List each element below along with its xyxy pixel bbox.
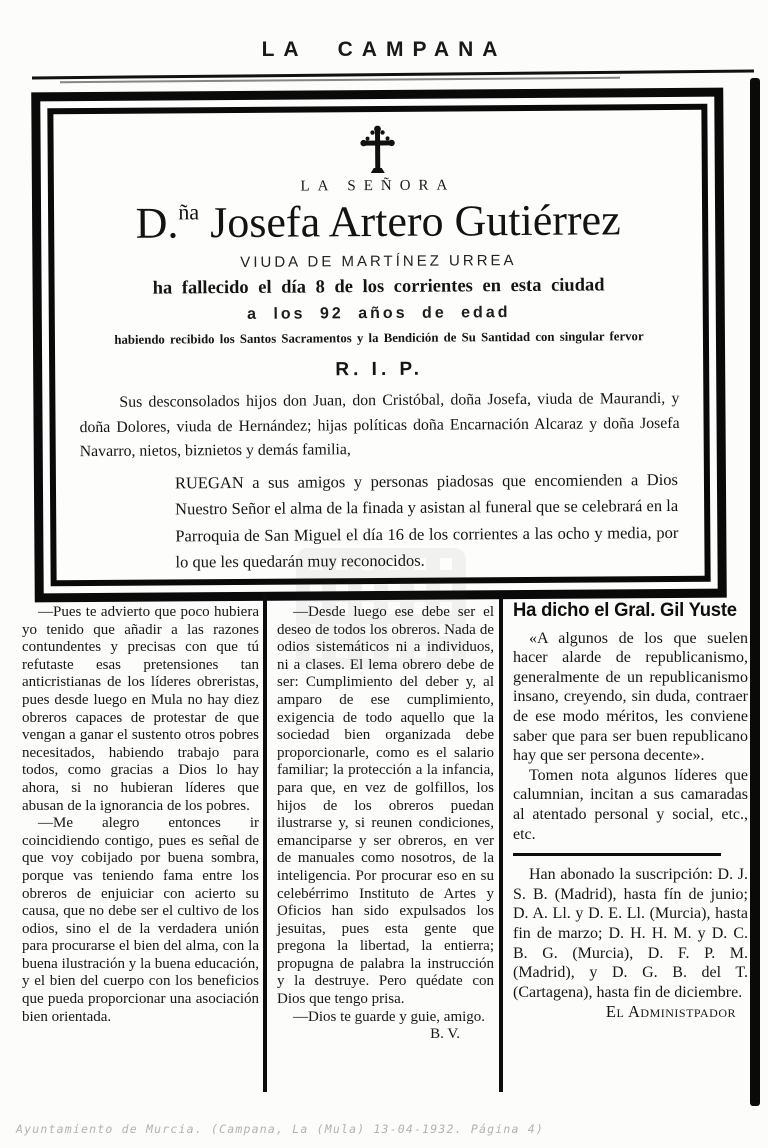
name-prefix: D. [135,198,179,248]
death-announcement: ha fallecido el día 8 de los corrientes en esta ciudad [152,275,605,299]
article-paragraph: —Desde luego ese debe ser el deseo de todos los obreros. Nada de odios sistemáticos ni a individuos, ni a clases. El lema obrero debe de ser: Cumplimiento del deber y, al amparo de ese cumplimiento, exigencia de todo aquello que la sociedad bien organizada debe proporcionarle, como es el salario familiar; la protección a la infancia, para que, en vez de golfillos, los hijos de los obreros puedan ilustrarse y, si reunen condiciones, emanciparse y ser obreros, en ver de manuales como nosotros, de la inteligencia. Por procurar eso en su celebérrimo Instituto de Artes y Oficios han sido expulsados los jesuitas, pues esta gente que pregona la libertad, la entierra; propugna de palabra la instrucción y la destruye. Pero quédate con Dios que tengo prisa. [277,604,494,1008]
obituary-box [31,88,727,603]
quote-paragraph: «A algunos de los que suelen hacer alarde de republicanismo, generalmente de un republicanismo insano, creyendo, sin duda, contraer de ese modo méritos, les conviene saber que para ser buen republicano hay que ser persona decente». [513,629,748,765]
column-divider [499,594,503,1092]
section-divider-rule [513,853,721,856]
column-divider [263,594,267,1092]
article-paragraph: —Pues te advierto que poco hubiera yo tenido que añadir a las razones contundentes y precisas con que tú refutaste esas pretensiones tan anticristianas de los líderes obreristas, pues desde luego en Mula no hay diez obreros capaces de protestar de que vengan a ganar el sustento otros pobres necesitados, habiendo trabajo para todos, como gracias a Dios lo hay ahora, si no hubieran líderes que abusan de la ignorancia de los pobres. [22,604,259,814]
farewell-paragraph: —Dios te guarde y guie, amigo. [293,1008,486,1025]
page-caption: Ayuntamiento de Murcia. (Campana, La (Mula) 13-04-1932. Página 4) [16,1122,545,1136]
widow-subtitle: VIUDA DE MARTÍNEZ URREA [240,252,517,272]
subscription-paragraph: Han abonado la suscripción: D. J. S. B. (Madrid), hasta fín de junio; D. A. Ll. y D. E. Ll. (Murcia), hasta fin de marzo; D. H. H. M. y D. C. B. G. (Murcia), D. F. P. M. (Madrid), y D. G. B. del T. (Cartagena), hasta fin de diciembre. [513,866,748,1001]
deceased-name [76,195,680,248]
rip-line: R. I. P. [335,358,424,381]
masthead-title: LA CAMPANA [261,38,507,61]
plea-paragraph: RUEGAN a sus amigos y personas piadosas que encomienden a Dios Nuestro Señor el alma de la finada y asistan al funeral que se celebrará en la Parroquia de San Miguel el día 16 de los corrientes a las ocho y media, por lo que les quedarán muy reconocidos. [174,469,679,572]
sacraments-line: habiendo recibido los Santos Sacramentos y la Bendición de Su Santidad con singular fervor [114,329,644,348]
article-paragraph: —Me alegro entonces ir coincidiendo contigo, pues es señal de que voy cobijado por buena sombra, porque vas teniendo fama entre los obreros de enjuiciar con acierto su causa, que no debe ser el cultivo de los odios, sino el de la verdadera unión para procurarse el bien del alma, con la buena ilustración y la buena educación, y el bien del cuerpo con los beneficios que pueda proporcionar una asociación bien orientada. [22,815,259,1025]
administrator-signature: El Administpador [605,1002,736,1022]
scan-edge-artifact [750,78,760,1106]
column-middle [277,604,494,1044]
column-right [513,601,748,1022]
family-paragraph: Sus desconsolados hijos don Juan, don Cristóbal, doña Josefa, viuda de Maurandi, y doña Dolores, viuda de Hernández; hijas políticas doña Encarnación Alcaraz y doña Josefa Navarro, nietos, biznietos y demás familia, [79,390,680,461]
age-line: a los 92 años de edad [247,304,511,324]
honorific-line: LA SEÑORA [300,177,456,195]
headline-gil-yuste: Ha dicho el Gral. Gil Yuste [513,600,737,621]
name-prefix-superscript: ña [178,199,200,225]
column-left [22,604,259,1026]
obituary-inner-frame [47,104,710,587]
author-initials: B. V. [430,1026,460,1043]
name-text: Josefa Artero Gutiérrez [199,195,621,248]
article-paragraph: Tomen nota algunos líderes que calumnian, incitan a sus camaradas al atentado personal y social, etc., etc. [513,766,748,843]
memorial-cross-icon [357,124,397,176]
